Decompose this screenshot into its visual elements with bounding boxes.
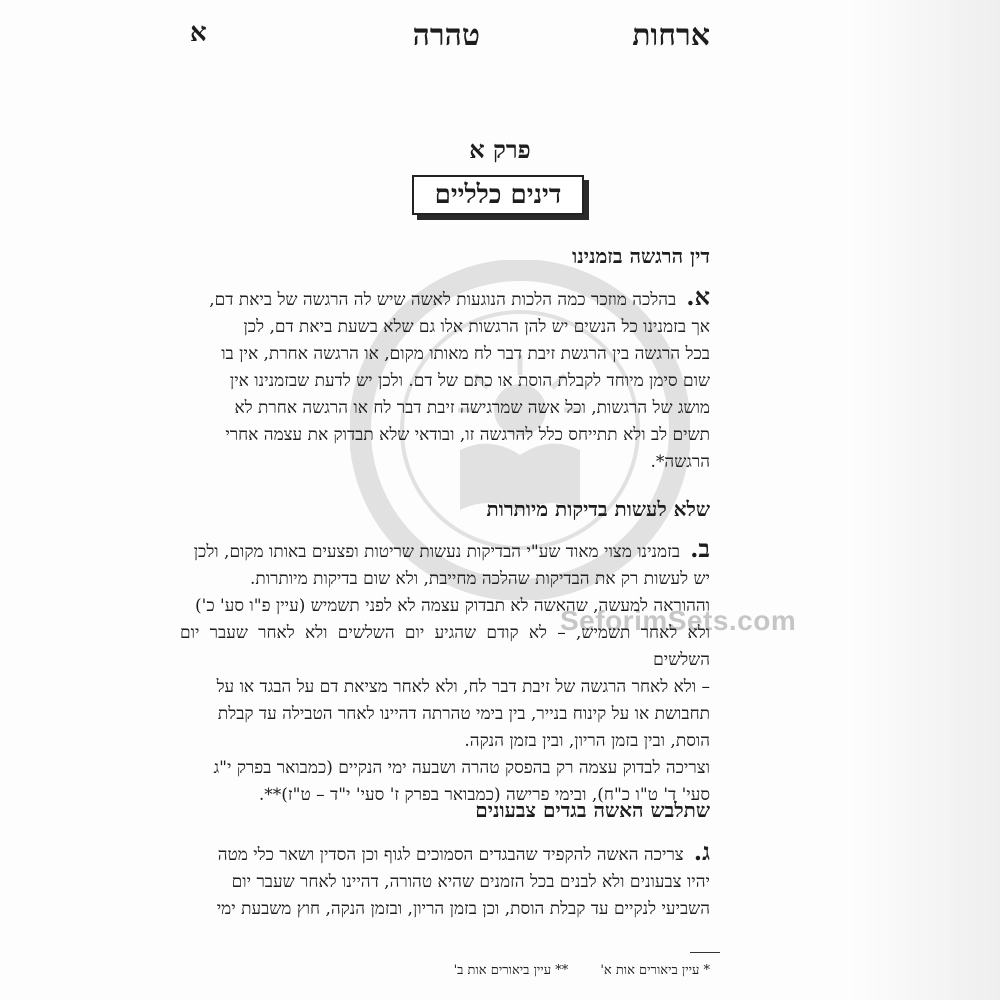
paragraph-letter: א. [686,282,710,311]
paragraph-bet [180,535,710,809]
footnotes [180,962,710,978]
text-line: אך בזמנינו כל הנשים יש להן הרגשות אלו גם שלא בשעת ביאת דם, לכן [243,317,710,337]
text-line: ג.צריכה האשה להקפיד שהבגדים הסמוכים לגוף וכן הסדין ושאר כלי מטה [217,837,710,866]
paragraph-letter: ג. [693,837,710,866]
text-line: ולא לאחר תשמיש, – לא קודם שהגיע יום השלשים ולא לאחר שעבר יום השלשים [180,623,710,670]
text-line: וההוראה למעשה, שהאשה לא תבדוק עצמה לא לפני תשמיש (עיין פ"ו סע' כ') [195,596,710,616]
text-line: א.בהלכה מוזכר כמה הלכות הנוגעות לאשה שיש לה הרגשה של ביאת דם, [209,282,710,311]
text-line: יהיו צבעונים ולא לבנים בכל הזמנים שהיא טהורה, דהיינו לאחר שעבר יום [231,872,710,892]
section-heading: דין הרגשה בזמנינו [572,244,710,268]
text-line: הרגשה*. [650,452,710,472]
text-line: השביעי לנקיים עד קבלת הוסת, וכן בזמן הריון, ובזמן הנקה, חוץ משבעת ימי [216,899,710,919]
text-line: שום סימן מיוחד לקבלת הוסת או כתם של דם. ולכן יש לדעת שבזמנינו אין [229,371,710,391]
text-line: תחבושת או על קינוח בנייר, בין בימי טהרתה דהיינו לאחר הטבילה עד קבלת [217,704,710,724]
text-line: סעי' ד' ט"ו כ"ח), ובימי פרישה (כמבואר בפרק ז' סעי' י"ד – ט"ז)**. [258,785,710,805]
text-line: הוסת, ובין בזמן הריון, ובין בזמן הנקה. [464,731,710,751]
chapter-title-box [412,175,584,215]
text-line: ב.בזמנינו מצוי מאוד שע"י הבדיקות נעשות שריטות ופצעים באותו מקום, ולכן [193,534,710,563]
paragraph-gimel [180,838,710,923]
paragraph-letter: ב. [690,534,710,563]
running-head [190,18,710,58]
chapter-title: דינים כלליים [434,180,562,210]
footnote-rule [690,952,720,953]
text-line: תשים לב ולא תתייחס כלל להרגשה זו, ובודאי שלא תבדוק את עצמה אחרי [225,425,710,445]
paragraph-aleph [180,283,710,476]
chapter-label: פרק א [469,135,531,164]
section-title: טהרה [412,18,480,53]
page-number: א [190,18,207,48]
text-line: וצריכה לבדוק עצמה רק בהפסק טהרה ושבעה ימי הנקיים (כמבואר בפרק י"ג [213,758,710,778]
section-heading: שלא לעשות בדיקות מיותרות [486,497,710,521]
text-line: – ולא לאחר הרגשה של זיבת דבר לח, ולא לאחר מציאת דם על הבגד או על [216,677,710,697]
section-heading: שתלבש האשה בגדים צבעונים [475,798,710,822]
text-line: מושג של הרגשות, וכל אשה שמרגישה זיבת דבר לח או הרגשה אחרת לא [234,398,710,418]
watermark-text: SeforimSets.com [560,605,797,636]
text-line: בכל הרגשה בין הרגשת זיבת דבר לח מאותו מקום, או הרגשה אחרת, אין בו [221,344,710,364]
footnote: * עיין ביאורים אות א' [600,963,710,978]
book-title: ארחות [632,18,710,53]
footnote: ** עיין ביאורים אות ב' [453,963,569,978]
text-line: יש לעשות רק את הבדיקות שהלכה מחייבת, ולא שום בדיקות מיותרות. [249,569,710,589]
